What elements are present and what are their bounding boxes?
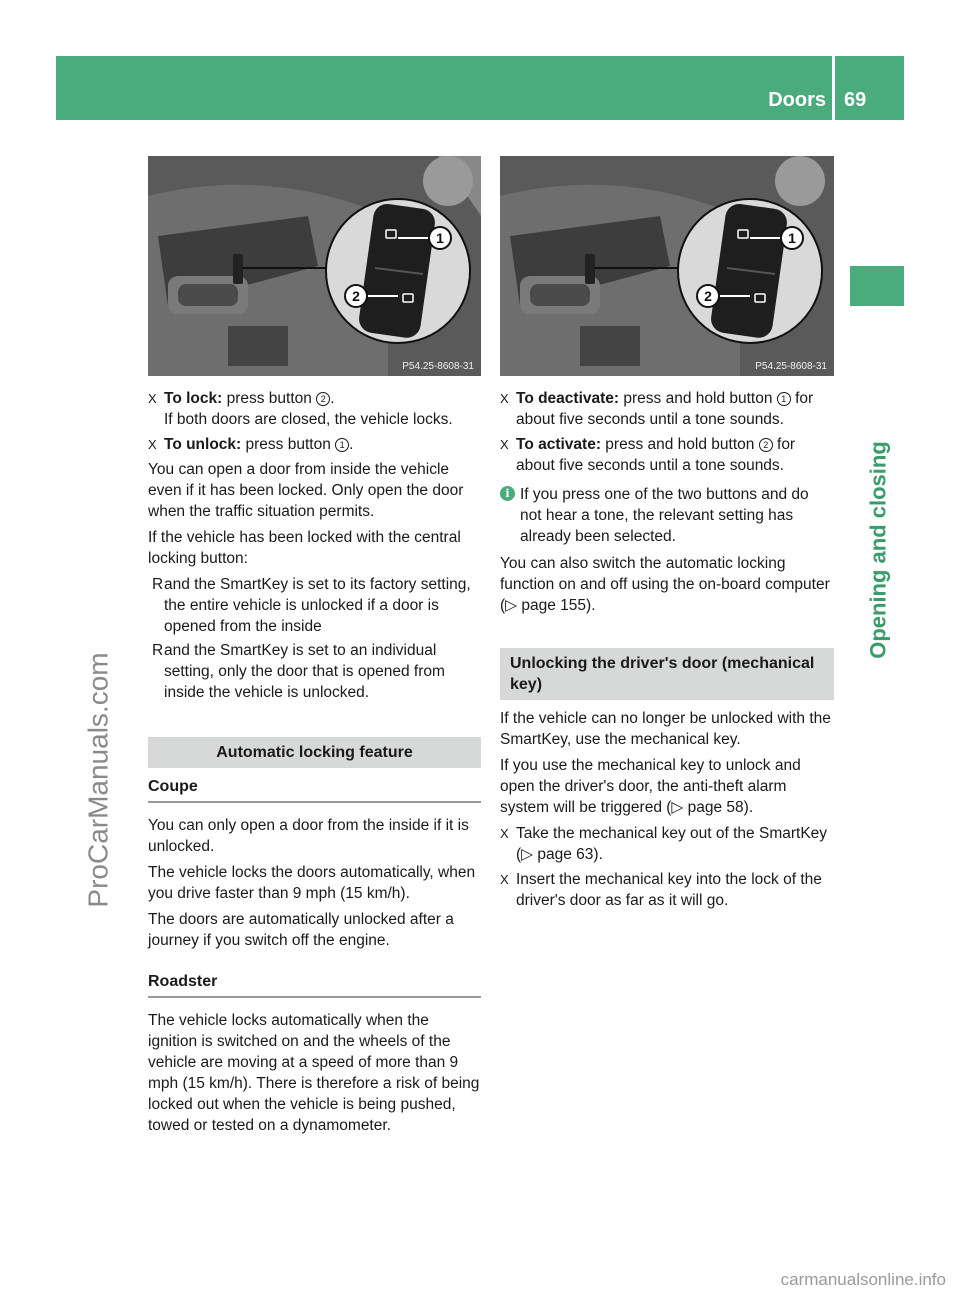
lock-text: press button	[222, 390, 317, 407]
button-1-ref: 1	[777, 392, 791, 406]
paragraph: You can also switch the automatic locking function on and off using the on-board computer (▷ page 155).	[500, 555, 830, 614]
deactivate-label: To deactivate:	[516, 390, 620, 407]
bullet-icon: R	[152, 576, 164, 593]
list-item	[148, 640, 481, 703]
lock-step	[148, 388, 481, 430]
activate-label: To activate:	[516, 436, 601, 453]
list-item	[148, 574, 481, 637]
subheading-roadster: Roadster	[148, 971, 481, 998]
chapter-title: Opening and closing	[865, 441, 891, 659]
page-section-title: Doors	[768, 89, 826, 111]
step-text: Insert the mechanical key into the lock of the driver's door as far as it will go.	[516, 871, 822, 909]
unlock-step	[148, 434, 481, 455]
callout-1: 1	[788, 230, 796, 246]
list-item-text: and the SmartKey is set to its factory setting, the entire vehicle is unlocked if a door is opened from the inside	[164, 576, 471, 635]
activate-step	[500, 434, 834, 476]
step	[500, 823, 834, 865]
door-lock-photo	[148, 156, 481, 376]
step	[500, 869, 834, 911]
subheading-coupe: Coupe	[148, 776, 481, 803]
header-divider	[832, 56, 835, 120]
section-heading: Automatic locking feature	[148, 737, 481, 768]
unlock-label: To unlock:	[164, 436, 242, 453]
info-note	[500, 484, 834, 547]
arrow-icon: X	[500, 872, 509, 887]
watermark-bottom: carmanualsonline.info	[780, 1270, 946, 1289]
lock-cont: If both doors are closed, the vehicle locks.	[164, 411, 453, 428]
watermark-left: ProCarManuals.com	[82, 652, 114, 908]
callout-2: 2	[352, 288, 360, 304]
arrow-icon: X	[500, 391, 509, 406]
button-1-ref: 1	[335, 438, 349, 452]
lock-label: To lock:	[164, 390, 223, 407]
deactivate-text: press and hold button	[619, 390, 777, 407]
paragraph: If you use the mechanical key to unlock and open the driver's door, the anti-theft alarm system will be triggered (▷ page 58).	[500, 757, 801, 816]
arrow-icon: X	[148, 437, 157, 452]
deactivate-step	[500, 388, 834, 430]
button-2-ref: 2	[316, 392, 330, 406]
right-column	[500, 156, 834, 915]
info-icon: i	[500, 486, 515, 501]
arrow-icon: X	[500, 826, 509, 841]
paragraph: If the vehicle has been locked with the central locking button:	[148, 529, 461, 567]
step-text: Take the mechanical key out of the SmartKey (▷ page 63).	[516, 825, 828, 863]
list-item-text: and the SmartKey is set to an individual setting, only the door that is opened from inside the vehicle is unlocked.	[164, 642, 445, 701]
paragraph: The doors are automatically unlocked after a journey if you switch off the engine.	[148, 911, 454, 949]
chapter-tab	[850, 266, 904, 306]
page-number: 69	[844, 89, 867, 111]
callout-2: 2	[704, 288, 712, 304]
callout-1: 1	[436, 230, 444, 246]
button-2-ref: 2	[759, 438, 773, 452]
figure-code: P54.25-8608-31	[752, 360, 830, 374]
arrow-icon: X	[500, 437, 509, 452]
unlock-end: .	[349, 436, 354, 453]
info-note-text: If you press one of the two buttons and do not hear a tone, the relevant setting has already been selected.	[520, 486, 809, 545]
lock-end: .	[330, 390, 335, 407]
unlock-text: press button	[241, 436, 336, 453]
paragraph: You can only open a door from the inside if it is unlocked.	[148, 817, 469, 855]
left-column	[148, 156, 481, 1141]
section-heading: Unlocking the driver's door (mechanical key)	[500, 648, 834, 700]
paragraph: You can open a door from inside the vehicle even if it has been locked. Only open the door when the traffic situation permits.	[148, 461, 464, 520]
figure-code: P54.25-8608-31	[399, 360, 477, 374]
paragraph: The vehicle locks the doors automatically, when you drive faster than 9 mph (15 km/h).	[148, 864, 476, 902]
paragraph: The vehicle locks automatically when the ignition is switched on and the wheels of the vehicle are moving at a speed of more than 9 mph (15 km/h). There is therefore a risk of being locked out when the vehicle is being pushed, towed or tested on a dynamometer.	[148, 1012, 480, 1134]
deactivate-rest: for about five seconds until a tone sounds.	[516, 390, 814, 428]
paragraph: If the vehicle can no longer be unlocked with the SmartKey, use the mechanical key.	[500, 710, 831, 748]
door-illustration-2	[500, 156, 834, 376]
door-lock-photo-2	[500, 156, 834, 376]
activate-text: press and hold button	[601, 436, 759, 453]
arrow-icon: X	[148, 391, 157, 406]
bullet-icon: R	[152, 642, 164, 659]
door-illustration	[148, 156, 481, 376]
activate-rest: for about five seconds until a tone sounds.	[516, 436, 796, 474]
